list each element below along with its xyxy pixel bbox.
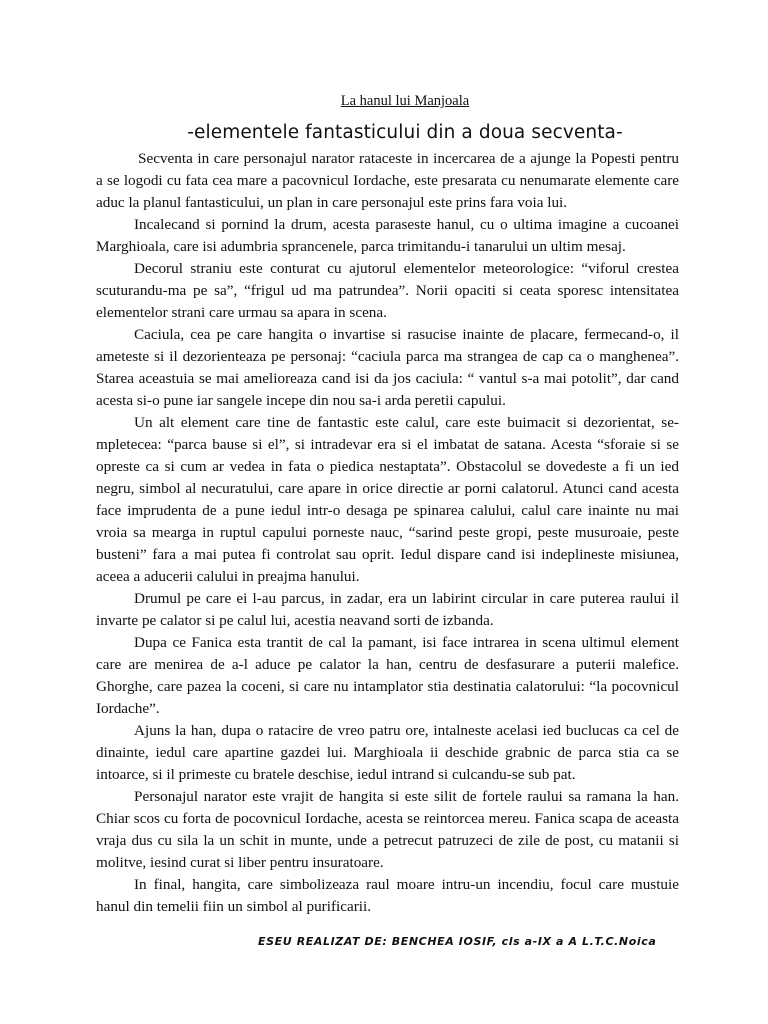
paragraph: Un alt element care tine de fantastic este calul, care este buimacit si dezorientat, se-mpletecea: “parca bause si el”, si intradevar era si el imbatat de satana. Acesta “sforaie si se opreste ca si cum ar vedea in fata o piedica nestaptata”. Obstacolul se dovedeste a fi un ied negru, simbol al necuratului, care apare in orice directie ar porni calatorul. Atunci cand acesta face imprudenta de a pune iedul intr-o desaga pe spinarea calului, calul care inainte nu mai vroia sa mearga in ruptul capului porneste nauc, “sarind peste gropi, peste musuroaie, peste busteni” fara a mai putea fi controlat sau oprit. Iedul dispare cand isi indeplineste misiunea, aceea a aducerii calului in preajma hanului. [96, 414, 679, 585]
paragraph: Decorul straniu este conturat cu ajutorul elementelor meteorologice: “viforul crestea scuturandu-ma pe sa”, “frigul ud ma patrundea”. Norii opaciti si ceata sporesc intensitatea elementelor strani care urmau sa apara in scena. [96, 260, 679, 321]
document-title: La hanul lui Manjoala [340, 93, 470, 109]
paragraph: Personajul narator este vrajit de hangita si este silit de fortele raului sa ramana la han. Chiar scos cu forta de pocovnicul Iordache, acesta se reintorcea mereu. Fanica scapa de aceasta vraja dus cu sila la un schit in munte, unde a petrecut patruzeci de zile de post, cu matanii si molitve, iesind curat si liber pentru insuratoare. [96, 788, 679, 871]
paragraph: Secventa in care personajul narator rataceste in incercarea de a ajunge la Popesti pentru a se logodi cu fata cea mare a pacovnicul Iordache, este presarata cu nenumarate elemente care aduc la planul fantasticului, un plan in care personajul este prins fara voia lui. [96, 150, 679, 211]
paragraph: Dupa ce Fanica esta trantit de cal la pamant, isi face intrarea in scena ultimul element care are menirea de a-l aduce pe calator la han, centru de desfasurare a puterii malefice. Ghorghe, care pazea la coceni, si care nu intamplator stia destinatia calatorului: “la pocovnicul Iordache”. [96, 634, 679, 717]
paragraph: Caciula, cea pe care hangita o invartise si rasucise inainte de placare, fermecand-o, il ameteste si il dezorienteaza pe personaj: “caciula parca ma strangea de cap ca o manghenea”. Starea aceastuia se mai amelioreaza cand isi da jos caciula: “ vantul s-a mai potolit”, dar cand acesta si-o pune iar sangele incepe din nou sa-i arda peretii capului. [96, 326, 679, 409]
document-subtitle: -elementele fantasticului din a doua secventa- [187, 122, 623, 143]
document-body [96, 148, 679, 918]
paragraph: Drumul pe care ei l-au parcus, in zadar, era un labirint circular in care puterea raului il invarte pe calator si pe calul lui, acestia neavand sorti de izbanda. [96, 590, 679, 629]
paragraph: Ajuns la han, dupa o ratacire de vreo patru ore, intalneste acelasi ied buclucas ca cel de dinainte, iedul care apartine gazdei lui. Marghioala ii deschide grabnic de parca stia ca se intoarce, si il primeste cu bratele deschise, iedul intrand si culcandu-se sub pat. [96, 722, 679, 783]
paragraph: In final, hangita, care simbolizeaza raul moare intru-un incendiu, focul care mustuie hanul din temelii fiin un simbol al purificarii. [96, 876, 679, 915]
author-signature: ESEU REALIZAT DE: BENCHEA IOSIF, cls a-IX a A L.T.C.Noica [258, 935, 657, 948]
paragraph: Incalecand si pornind la drum, acesta paraseste hanul, cu o ultima imagine a cucoanei Marghioala, care isi adumbria sprancenele, parca trimitandu-i tanarului un ultim mesaj. [96, 216, 679, 255]
